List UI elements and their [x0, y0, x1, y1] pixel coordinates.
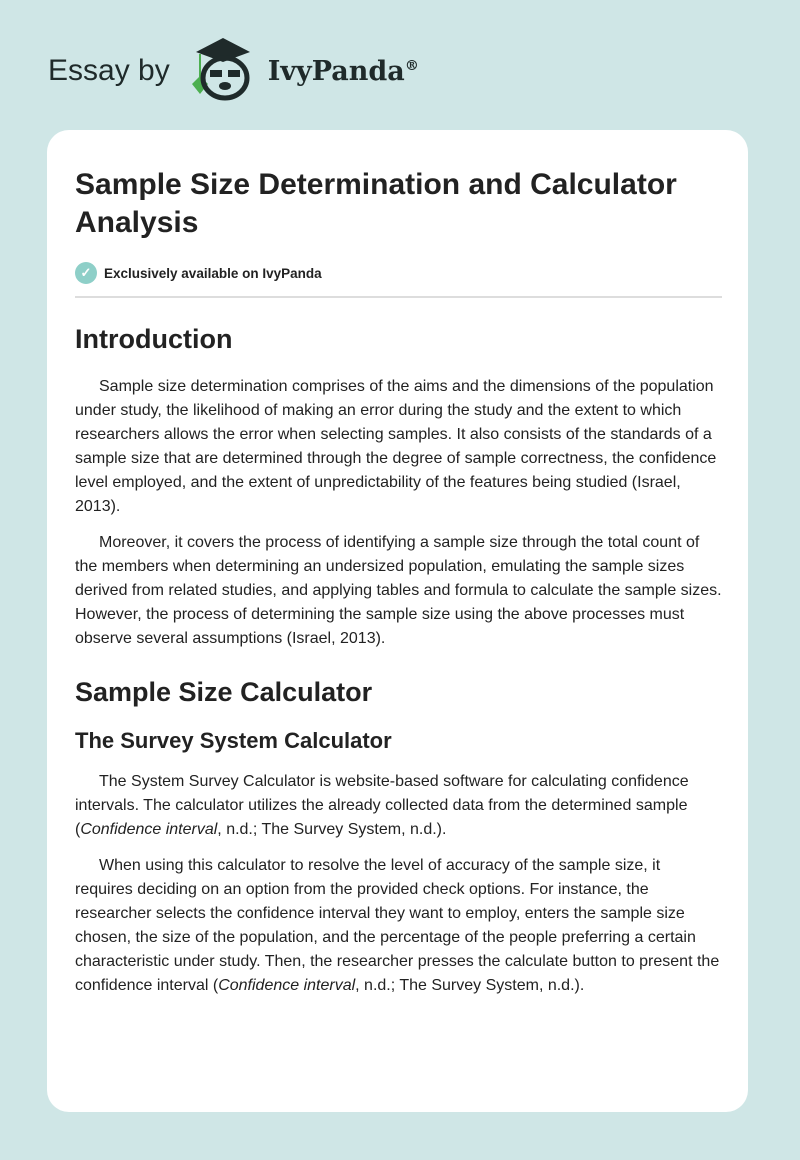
exclusive-badge: [75, 262, 722, 298]
text: When using this calculator to resolve the level of accuracy of the sample size, it requires deciding on an option from the provided check options. For instance, the researcher selects the confidence interval they want to employ, enters the sample size chosen, the size of the population, and the percentage of the people preferring a certain characteristic under study. Then, the researcher presses the calculate button to present the confidence interval (: [75, 857, 720, 994]
site-header: [48, 36, 419, 106]
text: , n.d.; The Survey System, n.d.).: [355, 977, 585, 994]
check-icon: ✓: [75, 262, 97, 284]
brand-text: IvyPanda: [267, 55, 405, 87]
brand-name[interactable]: [268, 56, 419, 87]
section-heading-calculator: Sample Size Calculator: [75, 677, 373, 707]
registered-mark: ®: [404, 57, 419, 74]
paragraph: [75, 854, 722, 998]
citation-italic: Confidence interval: [80, 821, 218, 838]
text: The System Survey Calculator is website-based software for calculating confidence intervals. The calculator utilizes the already collected data from the determined sample (: [75, 773, 689, 838]
exclusive-text: Exclusively available on IvyPanda: [104, 265, 322, 281]
panda-logo-icon[interactable]: [188, 34, 258, 109]
page-title: Sample Size Determination and Calculator Analysis: [75, 168, 677, 239]
paragraph: [75, 770, 722, 842]
section-heading-introduction: Introduction: [75, 324, 233, 354]
citation-italic: Confidence interval: [218, 977, 356, 994]
subheading-survey-system: The Survey System Calculator: [75, 728, 392, 753]
essay-by-label: Essay by: [48, 54, 170, 87]
paragraph: Moreover, it covers the process of identifying a sample size through the total count of the members when determining an undersized population, emulating the sample sizes derived from related studies, and applying tables and formula to calculate the sample sizes. However, the process of determining the sample size using the above processes must observe several assumptions (Israel, 2013).: [75, 534, 722, 647]
essay-card: [47, 130, 748, 1112]
paragraph: Sample size determination comprises of the aims and the dimensions of the population under study, the likelihood of making an error during the study and the extent to which researchers allows the error when selecting samples. It also consists of the standards of a sample size that are determined through the degree of sample correctness, the confidence level employed, and the extent of unpredictability of the features being studied (Israel, 2013).: [75, 378, 717, 515]
text: , n.d.; The Survey System, n.d.).: [217, 821, 447, 838]
